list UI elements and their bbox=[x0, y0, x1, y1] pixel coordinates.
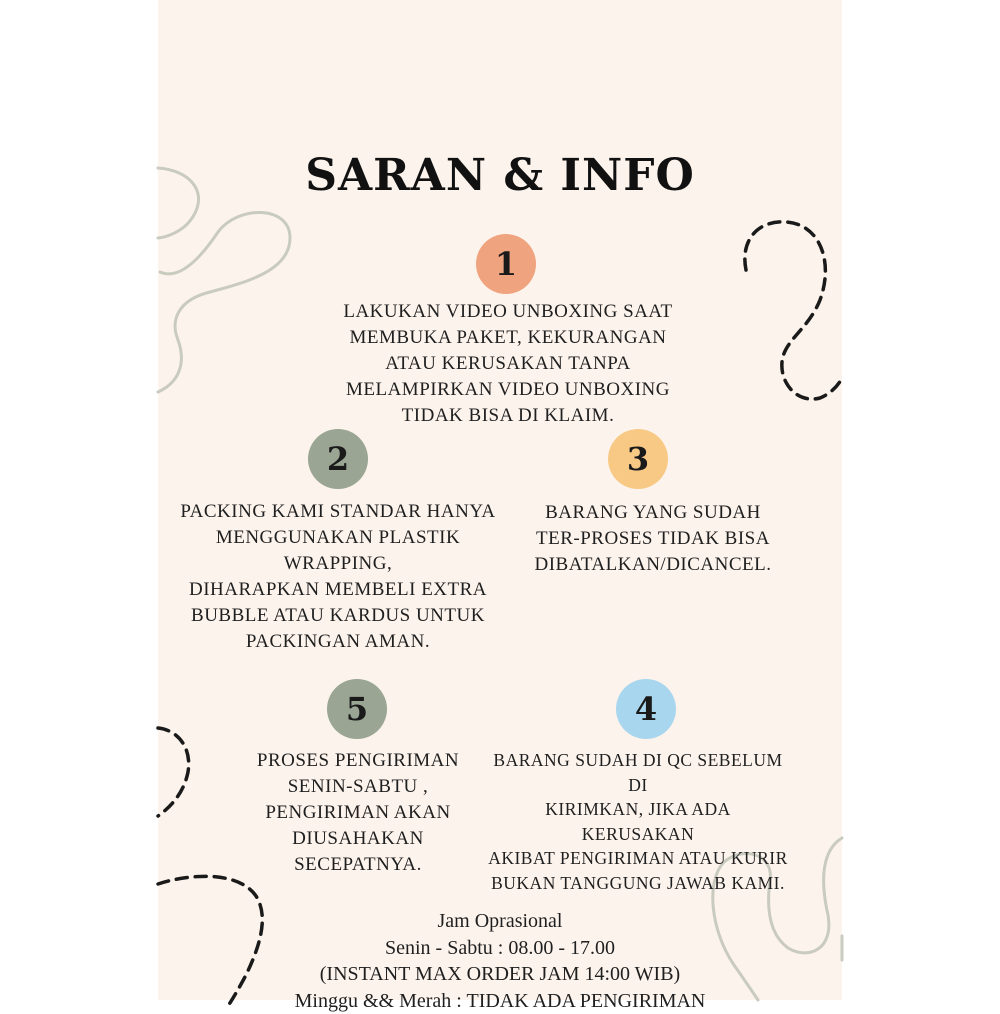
dashed-curve-top-right bbox=[745, 222, 842, 399]
squiggle-top-left bbox=[158, 168, 290, 392]
hours-sunday: Minggu && Merah : TIDAK ADA PENGIRIMAN bbox=[158, 988, 842, 1014]
item-2-text: PACKING KAMI STANDAR HANYA MENGGUNAKAN PLASTIK WRAPPING, DIHARAPKAN MEMBELI EXTRA BUBBLE ATAU KARDUS UNTUK PACKINGAN AMAN. bbox=[168, 499, 508, 655]
page-title: SARAN & INFO bbox=[158, 150, 842, 201]
item-5-text: PROSES PENGIRIMAN SENIN-SABTU , PENGIRIMAN AKAN DIUSAHAKAN SECEPATNYA. bbox=[248, 748, 468, 878]
hours-weekday: Senin - Sabtu : 08.00 - 17.00 bbox=[158, 935, 842, 962]
badge-item-2: 2 bbox=[308, 429, 368, 489]
info-poster bbox=[158, 0, 842, 1000]
hours-heading: Jam Oprasional bbox=[158, 908, 842, 935]
badge-item-5: 5 bbox=[327, 679, 387, 739]
badge-item-1: 1 bbox=[476, 234, 536, 294]
badge-item-3: 3 bbox=[608, 429, 668, 489]
item-4-text: BARANG SUDAH DI QC SEBELUM DI KIRIMKAN, JIKA ADA KERUSAKAN AKIBAT PENGIRIMAN ATAU KURIR BUKAN TANGGUNG JAWAB KAMI. bbox=[488, 748, 788, 895]
operating-hours bbox=[158, 908, 842, 1014]
badge-item-4: 4 bbox=[616, 679, 676, 739]
dashed-curve-left-middle bbox=[158, 728, 189, 816]
hours-note: (INSTANT MAX ORDER JAM 14:00 WIB) bbox=[158, 961, 842, 988]
item-1-text: LAKUKAN VIDEO UNBOXING SAAT MEMBUKA PAKET, KEKURANGAN ATAU KERUSAKAN TANPA MELAMPIRKAN VIDEO UNBOXING TIDAK BISA DI KLAIM. bbox=[318, 299, 698, 429]
item-3-text: BARANG YANG SUDAH TER-PROSES TIDAK BISA DIBATALKAN/DICANCEL. bbox=[508, 500, 798, 578]
